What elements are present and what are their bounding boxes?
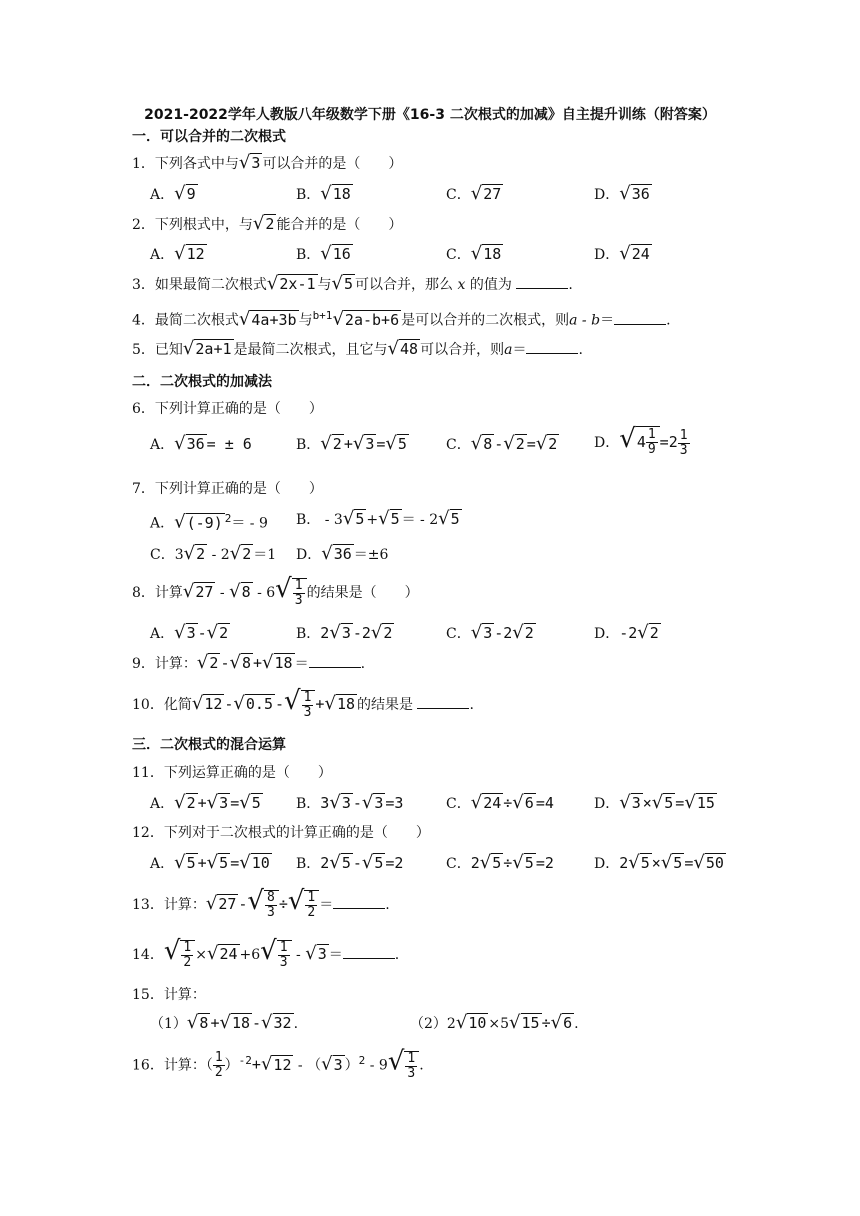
question-15: 15．计算： (132, 987, 206, 1003)
q6-option-b: B．√2 +√3 =√5 (296, 433, 407, 454)
question-7: 7．下列计算正确的是（ ） (132, 481, 323, 497)
q12-option-a: A．√5 +√5 =√10 (150, 852, 270, 873)
question-3: 3．如果最简二次根式√2x-1 与√5 可以合并，那么 x 的值为 . (132, 273, 573, 294)
question-14: 14．√ $\frac{1}{2}$ ×√24 +6√ $\frac{1}{3}$ - √3 ＝ . (132, 936, 400, 970)
q6-option-a: A．√36 = ± 6 (150, 433, 252, 454)
question-8: 8．计算√27 - √8 - 6√ $\frac{1}{3}$ 的结果是（ ） (132, 574, 419, 608)
question-13: 13．计算：√27 -√ $\frac{8}{3}$ ÷√ $\frac{1}{2}$ ＝ . (132, 886, 390, 920)
question-11: 11．下列运算正确的是（ ） (132, 765, 332, 781)
q7-option-d: D．√36 ＝±6 (296, 543, 389, 564)
q1-option-b: B．√18 (296, 183, 351, 204)
q11-option-c: C．√24 ÷√6 =4 (446, 792, 554, 813)
answer-blank (343, 958, 395, 959)
q11-option-a: A．√2 +√3 =√5 (150, 792, 261, 813)
q2-option-d: D．√24 (594, 243, 650, 264)
page-title: 2021-2022学年人教版八年级数学下册《16-3 二次根式的加减》自主提升训练（附答案） (144, 107, 716, 123)
q12-option-b: B．2√5 -√5 =2 (296, 852, 404, 873)
q6-option-c: C．√8 -√2 =√2 (446, 433, 558, 454)
q11-option-d: D．√3 ×√5 =√15 (594, 792, 715, 813)
section-heading-1: 一．可以合并的二次根式 (132, 129, 286, 145)
section-heading-2: 二．二次根式的加减法 (132, 374, 272, 390)
question-16: 16．计算：（ $\frac{1}{2}$ ）$^{-2}$+√12 - （√3 ）$^2$ - 9√ $\frac{1}{3}$ . (132, 1046, 424, 1081)
q2-option-a: A．√12 (150, 243, 205, 264)
q11-option-b: B．3√3 -√3 =3 (296, 792, 404, 813)
q7-option-a: A．√(-9) $^2$＝ - 9 (150, 511, 268, 533)
q8-option-c: C．√3 -2√2 (446, 622, 534, 643)
answer-blank (614, 324, 666, 325)
q7-option-c: C．3√2 - 2√2 ＝1 (150, 543, 277, 564)
answer-blank (516, 288, 568, 289)
q8-option-d: D．-2√2 (594, 622, 659, 643)
question-5: 5．已知√2a+1 是最简二次根式，且它与√48 可以合并，则a＝ . (132, 338, 583, 359)
question-9: 9．计算：√2 -√8 +√18 ＝ . (132, 652, 366, 673)
q15-part-2: （2）2√10 ×5√15 ÷√6 . (410, 1012, 579, 1033)
section-heading-3: 三．二次根式的混合运算 (132, 737, 286, 753)
answer-blank (526, 353, 578, 354)
answer-blank (417, 708, 469, 709)
question-4: 4．最简二次根式√4a+3b 与$^{b+1}$√2a-b+6 是可以合并的二次根式，则a - b＝ . (132, 308, 671, 330)
q6-option-d: D．√4 $\frac{1}{9}$ =2 $\frac{1}{3}$ (594, 424, 688, 458)
q2-option-c: C．√18 (446, 243, 502, 264)
question-12: 12．下列对于二次根式的计算正确的是（ ） (132, 825, 430, 841)
q8-option-b: B．2√3 -2√2 (296, 622, 393, 643)
q7-option-b: B． - 3√5 +√5 ＝ - 2√5 (296, 508, 460, 529)
answer-blank (309, 667, 361, 668)
q15-part-1: （1）√8 +√18 -√32 . (150, 1012, 299, 1033)
q1-option-a: A．√9 (150, 183, 196, 204)
question-6: 6．下列计算正确的是（ ） (132, 401, 323, 417)
question-2: 2．下列根式中，与√2 能合并的是（ ） (132, 213, 403, 234)
answer-blank (333, 908, 385, 909)
question-10: 10．化简√12 -√0.5 -√ $\frac{1}{3}$ +√18 的结果是 . (132, 686, 474, 720)
q1-option-c: C．√27 (446, 183, 502, 204)
q2-option-b: B．√16 (296, 243, 351, 264)
question-1: 1．下列各式中与√3 可以合并的是（ ） (132, 152, 403, 173)
q1-option-d: D．√36 (594, 183, 650, 204)
q12-option-c: C．2√5 ÷√5 =2 (446, 852, 554, 873)
q12-option-d: D．2√5 ×√5 =√50 (594, 852, 724, 873)
q8-option-a: A．√3 -√2 (150, 622, 229, 643)
